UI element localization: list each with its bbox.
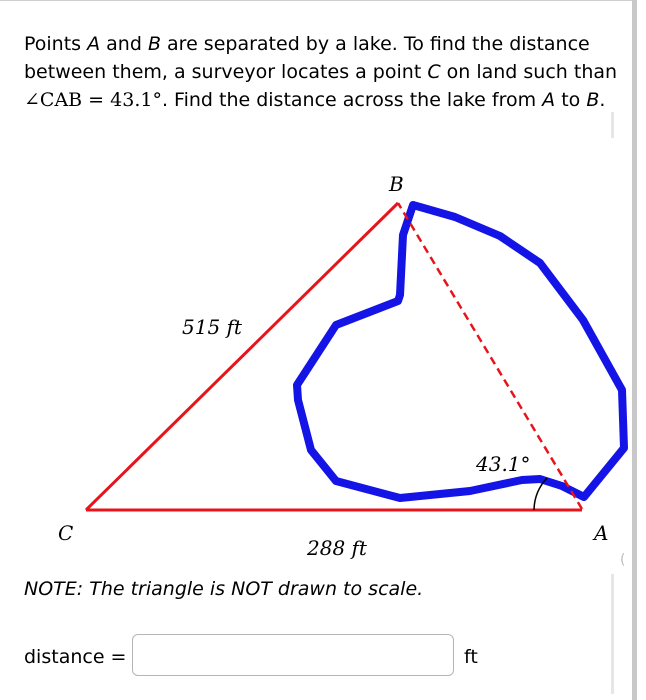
side-cb-label: 515 ft xyxy=(182,315,242,339)
triangle-diagram xyxy=(0,160,646,570)
point-a-ref: A xyxy=(87,33,101,55)
adjacent-panel-edge xyxy=(611,112,614,138)
vertex-c-label: C xyxy=(58,521,74,545)
question-part: and xyxy=(100,33,148,55)
answer-row xyxy=(24,634,624,680)
point-a-ref: A xyxy=(542,89,556,111)
vertex-b-label: B xyxy=(389,172,404,196)
lake-outline xyxy=(297,205,624,498)
point-c-ref: C xyxy=(427,61,441,83)
question-part: are separated by a lake. To find the distance between them, a surveyor locates a point xyxy=(24,33,590,83)
question-text xyxy=(24,30,624,114)
question-part: on land such than xyxy=(440,61,618,83)
angle-a-label: 43.1° xyxy=(476,452,531,476)
adjacent-panel-paren: ( xyxy=(620,552,626,568)
question-part: to xyxy=(555,89,587,111)
scale-note: NOTE: The triangle is NOT drawn to scale. xyxy=(24,578,424,600)
question-part: Points xyxy=(24,33,88,55)
answer-unit: ft xyxy=(464,646,478,668)
point-b-ref: B xyxy=(147,33,161,55)
top-border xyxy=(0,0,632,1)
question-part: . Find the distance across the lake from xyxy=(161,89,543,111)
answer-label: distance = xyxy=(24,646,127,668)
angle-expression: ∠CAB = 43.1° xyxy=(24,89,162,111)
question-part: . xyxy=(599,89,606,111)
distance-input[interactable] xyxy=(132,634,454,676)
vertex-a-label: A xyxy=(594,521,609,545)
side-ca-label: 288 ft xyxy=(307,536,367,560)
side-cb xyxy=(86,203,398,510)
point-b-ref: B xyxy=(586,89,600,111)
